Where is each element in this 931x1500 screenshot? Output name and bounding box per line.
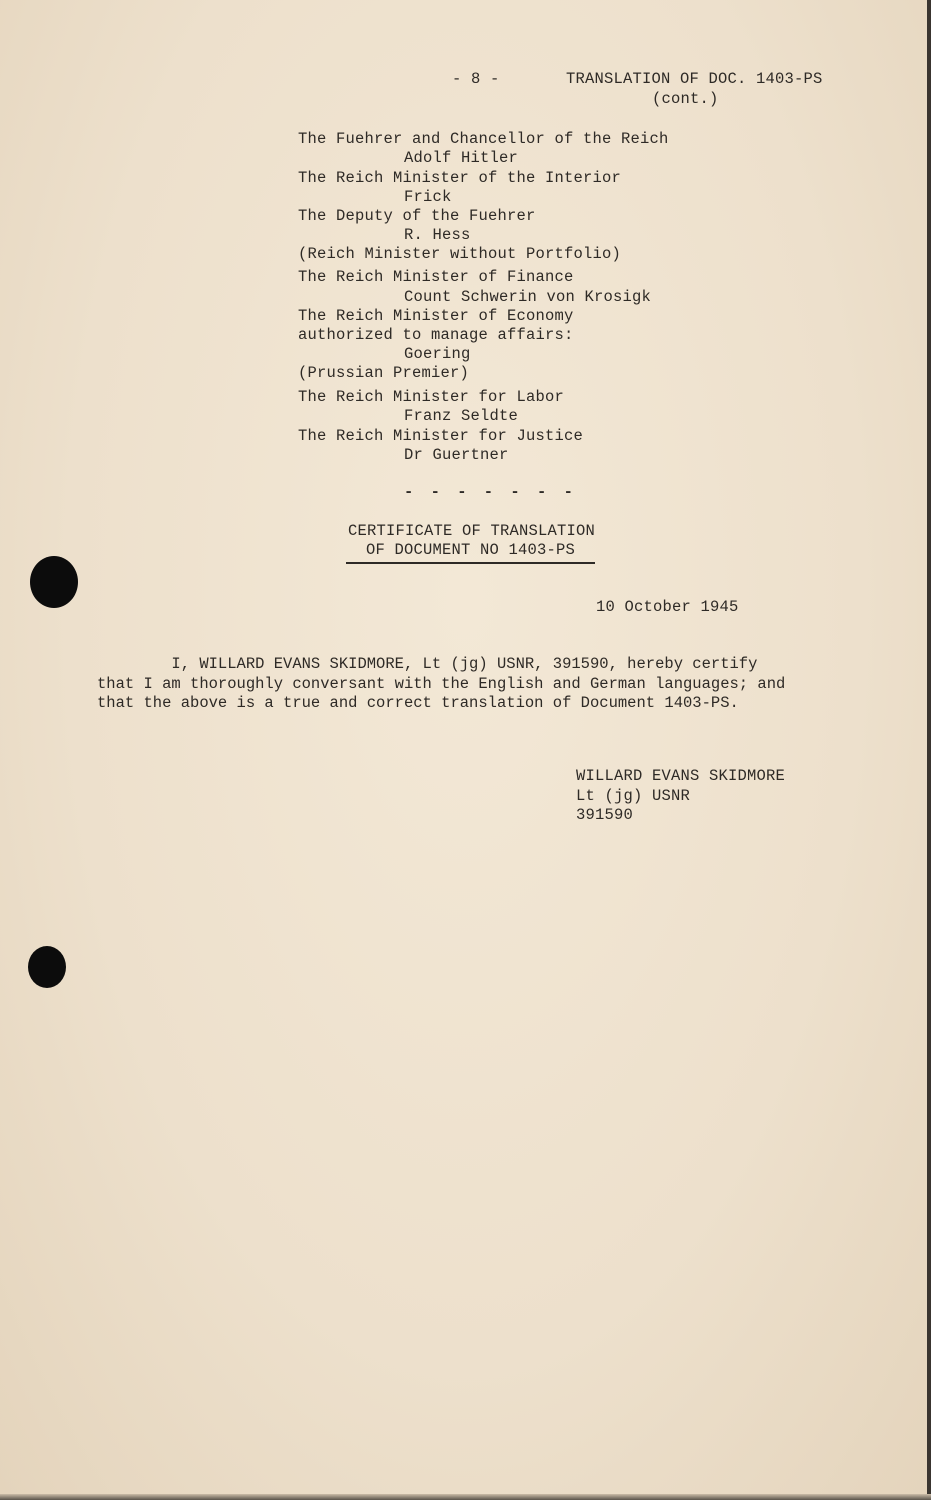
document-title: TRANSLATION OF DOC. 1403-PS <box>566 70 823 88</box>
signatory-title: (Reich Minister without Portfolio) <box>298 245 622 263</box>
signer-rank: Lt (jg) USNR <box>576 787 691 805</box>
signatory-title: The Deputy of the Fuehrer <box>298 207 536 225</box>
certification-statement: I, WILLARD EVANS SKIDMORE, Lt (jg) USNR, 391590, hereby certify that I am thoroughly conversant with the English and German languages; and that the above is a true and correct translation of Document 1403-PS. <box>97 655 786 712</box>
page-number: - 8 - <box>452 70 500 88</box>
signatory-title: The Reich Minister of Economy <box>298 307 574 325</box>
signatory-title: The Reich Minister of the Interior <box>298 169 622 187</box>
signatory-title: authorized to manage affairs: <box>298 326 574 344</box>
punch-hole <box>30 556 78 608</box>
signatory-title: (Prussian Premier) <box>298 364 470 382</box>
signatory-name: Goering <box>404 345 471 363</box>
punch-hole <box>28 946 66 988</box>
signatory-name: Franz Seldte <box>404 407 519 425</box>
certificate-date: 10 October 1945 <box>596 598 739 616</box>
signatory-title: The Reich Minister for Justice <box>298 427 584 445</box>
signer-name: WILLARD EVANS SKIDMORE <box>576 767 786 785</box>
page-edge <box>927 0 931 1500</box>
certificate-title: CERTIFICATE OF TRANSLATION <box>348 522 596 540</box>
signatory-title: The Fuehrer and Chancellor of the Reich <box>298 130 669 148</box>
signatory-name: Dr Guertner <box>404 446 509 464</box>
signatory-name: Adolf Hitler <box>404 149 519 167</box>
signatory-name: Count Schwerin von Krosigk <box>404 288 652 306</box>
certificate-subtitle: OF DOCUMENT NO 1403-PS <box>346 541 595 564</box>
signatory-name: Frick <box>404 188 452 206</box>
signatory-name: R. Hess <box>404 226 471 244</box>
section-separator: - - - - - - - <box>404 483 577 501</box>
continuation-label: (cont.) <box>652 90 719 108</box>
signatory-title: The Reich Minister of Finance <box>298 268 574 286</box>
page-edge <box>0 1494 931 1500</box>
signatory-title: The Reich Minister for Labor <box>298 388 565 406</box>
signer-number: 391590 <box>576 806 634 824</box>
